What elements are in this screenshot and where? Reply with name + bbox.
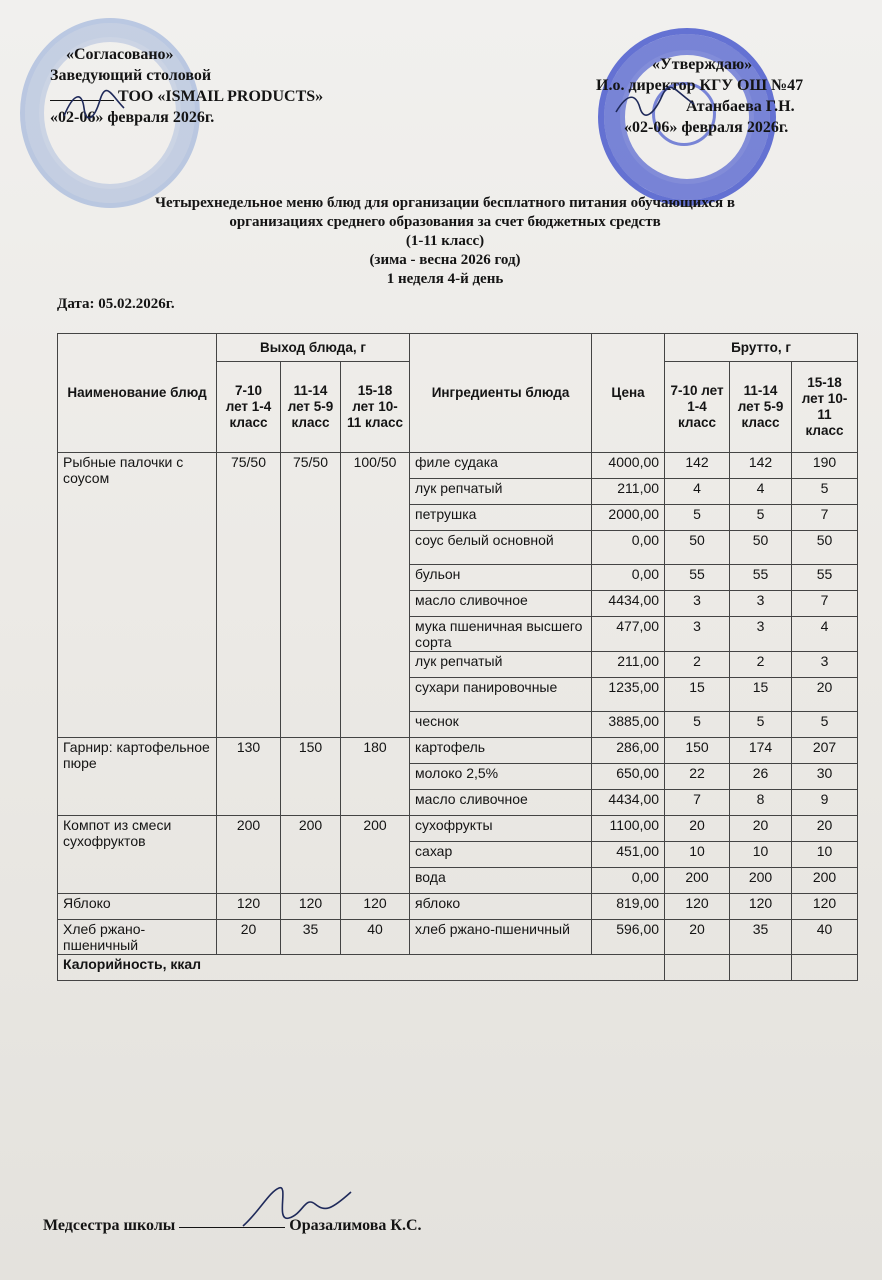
ingredient-name-cell: филе судака <box>410 453 592 479</box>
ingredient-brutto-cell: 22 <box>665 764 730 790</box>
ingredient-price-cell: 0,00 <box>592 531 665 565</box>
ingredient-brutto-cell: 15 <box>730 678 792 712</box>
dish-name-cell: Рыбные палочки с соусом <box>58 453 217 738</box>
ingredient-price-cell: 0,00 <box>592 565 665 591</box>
ingredient-brutto-cell: 5 <box>730 712 792 738</box>
table-row <box>58 816 858 842</box>
ingredient-brutto-cell: 10 <box>792 842 858 868</box>
ingredient-brutto-cell: 55 <box>792 565 858 591</box>
ingredient-brutto-cell: 4 <box>730 479 792 505</box>
dish-output-cell: 130 <box>217 738 281 816</box>
ingredient-name-cell: лук репчатый <box>410 479 592 505</box>
signature-left <box>60 86 130 126</box>
ingredient-brutto-cell: 3 <box>665 591 730 617</box>
ingredient-brutto-cell: 20 <box>730 816 792 842</box>
ingredient-brutto-cell: 5 <box>665 712 730 738</box>
ingredient-name-cell: сахар <box>410 842 592 868</box>
ingredient-brutto-cell: 20 <box>792 678 858 712</box>
ingredient-brutto-cell: 3 <box>730 591 792 617</box>
ingredient-brutto-cell: 20 <box>665 816 730 842</box>
ingredient-name-cell: сухофрукты <box>410 816 592 842</box>
dish-output-cell: 150 <box>281 738 341 816</box>
title-line-3: (1-11 класс) <box>405 233 485 249</box>
header-output-age-3: 15-18 лет 10-11 класс <box>341 362 410 453</box>
ingredient-name-cell: картофель <box>410 738 592 764</box>
ingredient-brutto-cell: 150 <box>665 738 730 764</box>
calorie-value-cell <box>730 955 792 981</box>
ingredient-brutto-cell: 120 <box>665 894 730 920</box>
ingredient-brutto-cell: 3 <box>730 617 792 652</box>
ingredient-price-cell: 4434,00 <box>592 790 665 816</box>
ingredient-name-cell: петрушка <box>410 505 592 531</box>
ingredient-brutto-cell: 50 <box>730 531 792 565</box>
ingredient-brutto-cell: 55 <box>665 565 730 591</box>
header-brutto-age-1: 7-10 лет 1-4 класс <box>665 362 730 453</box>
nurse-name: Оразалимова К.С. <box>289 1217 422 1234</box>
ingredient-brutto-cell: 3 <box>792 652 858 678</box>
ingredient-price-cell: 0,00 <box>592 868 665 894</box>
calorie-value-cell <box>665 955 730 981</box>
dish-output-cell: 200 <box>341 816 410 894</box>
header-price: Цена <box>592 334 665 453</box>
ingredient-price-cell: 477,00 <box>592 617 665 652</box>
ingredient-name-cell: мука пшеничная высшего сорта <box>410 617 592 652</box>
ingredient-brutto-cell: 7 <box>792 591 858 617</box>
ingredient-brutto-cell: 9 <box>792 790 858 816</box>
ingredient-price-cell: 650,00 <box>592 764 665 790</box>
dish-output-cell: 100/50 <box>341 453 410 738</box>
ingredient-name-cell: молоко 2,5% <box>410 764 592 790</box>
table-row <box>58 894 858 920</box>
table-row <box>58 738 858 764</box>
ingredient-brutto-cell: 15 <box>665 678 730 712</box>
dish-output-cell: 120 <box>217 894 281 920</box>
dish-name-cell: Яблоко <box>58 894 217 920</box>
ingredient-brutto-cell: 5 <box>792 479 858 505</box>
header-brutto-age-2: 11-14 лет 5-9 класс <box>730 362 792 453</box>
ingredient-brutto-cell: 50 <box>792 531 858 565</box>
ingredient-brutto-cell: 30 <box>792 764 858 790</box>
ingredient-price-cell: 451,00 <box>592 842 665 868</box>
ingredient-name-cell: вода <box>410 868 592 894</box>
ingredient-brutto-cell: 5 <box>730 505 792 531</box>
menu-table-body <box>58 453 858 981</box>
ingredient-brutto-cell: 26 <box>730 764 792 790</box>
header-output-age-1: 7-10 лет 1-4 класс <box>217 362 281 453</box>
ingredient-brutto-cell: 55 <box>730 565 792 591</box>
ingredient-brutto-cell: 8 <box>730 790 792 816</box>
agreed-label: «Согласовано» <box>66 46 174 63</box>
ingredient-brutto-cell: 20 <box>665 920 730 955</box>
dish-output-cell: 35 <box>281 920 341 955</box>
ingredient-name-cell: сухари панировочные <box>410 678 592 712</box>
ingredient-name-cell: масло сливочное <box>410 790 592 816</box>
company-name: ТОО «ISMAIL PRODUCTS» <box>118 88 324 105</box>
header-ingredients: Ингредиенты блюда <box>410 334 592 453</box>
menu-date: Дата: 05.02.2026г. <box>57 296 175 312</box>
dish-output-cell: 75/50 <box>281 453 341 738</box>
ingredient-brutto-cell: 4 <box>792 617 858 652</box>
header-brutto-age-3: 15-18 лет 10-11 класс <box>792 362 858 453</box>
title-line-4: (зима - весна 2026 год) <box>369 252 521 268</box>
ingredient-brutto-cell: 174 <box>730 738 792 764</box>
ingredient-brutto-cell: 7 <box>792 505 858 531</box>
ingredient-name-cell: яблоко <box>410 894 592 920</box>
ingredient-brutto-cell: 200 <box>665 868 730 894</box>
dish-output-cell: 120 <box>341 894 410 920</box>
ingredient-price-cell: 211,00 <box>592 479 665 505</box>
signature-right <box>610 84 700 124</box>
nurse-signature-block <box>43 1217 422 1235</box>
ingredient-brutto-cell: 120 <box>792 894 858 920</box>
ingredient-brutto-cell: 4 <box>665 479 730 505</box>
ingredient-brutto-cell: 40 <box>792 920 858 955</box>
ingredient-name-cell: масло сливочное <box>410 591 592 617</box>
ingredient-brutto-cell: 2 <box>665 652 730 678</box>
ingredient-price-cell: 2000,00 <box>592 505 665 531</box>
dish-output-cell: 75/50 <box>217 453 281 738</box>
ingredient-brutto-cell: 7 <box>665 790 730 816</box>
calorie-row <box>58 955 858 981</box>
ingredient-price-cell: 1235,00 <box>592 678 665 712</box>
calorie-label: Калорийность, ккал <box>58 955 665 981</box>
dish-name-cell: Гарнир: картофельное пюре <box>58 738 217 816</box>
ingredient-price-cell: 286,00 <box>592 738 665 764</box>
approved-date: «02-06» февраля 2026г. <box>624 119 789 136</box>
header-output-age-2: 11-14 лет 5-9 класс <box>281 362 341 453</box>
nurse-label: Медсестра школы <box>43 1217 176 1234</box>
table-row <box>58 920 858 955</box>
ingredient-name-cell: соус белый основной <box>410 531 592 565</box>
header-brutto: Брутто, г <box>665 334 858 362</box>
ingredient-name-cell: хлеб ржано-пшеничный <box>410 920 592 955</box>
ingredient-price-cell: 1100,00 <box>592 816 665 842</box>
ingredient-brutto-cell: 3 <box>665 617 730 652</box>
ingredient-price-cell: 3885,00 <box>592 712 665 738</box>
director-title: И.о. директор КГУ ОШ №47 <box>596 77 804 94</box>
ingredient-brutto-cell: 200 <box>730 868 792 894</box>
title-line-1: Четырехнедельное меню блюд для организации бесплатного питания обучающихся в <box>155 195 735 211</box>
ingredient-price-cell: 596,00 <box>592 920 665 955</box>
ingredient-brutto-cell: 5 <box>792 712 858 738</box>
ingredient-price-cell: 211,00 <box>592 652 665 678</box>
agreed-date: «02-06» февраля 2026г. <box>50 109 215 126</box>
ingredient-brutto-cell: 2 <box>730 652 792 678</box>
header-output: Выход блюда, г <box>217 334 410 362</box>
ingredient-brutto-cell: 10 <box>665 842 730 868</box>
dish-name-cell: Хлеб ржано-пшеничный <box>58 920 217 955</box>
dish-name-cell: Компот из смеси сухофруктов <box>58 816 217 894</box>
document-title <box>60 194 830 289</box>
ingredient-brutto-cell: 50 <box>665 531 730 565</box>
director-name: Атанбаева Г.Н. <box>686 98 795 115</box>
ingredient-brutto-cell: 200 <box>792 868 858 894</box>
ingredient-price-cell: 4434,00 <box>592 591 665 617</box>
calorie-value-cell <box>792 955 858 981</box>
nurse-signature <box>235 1182 355 1232</box>
ingredient-brutto-cell: 207 <box>792 738 858 764</box>
ingredient-brutto-cell: 120 <box>730 894 792 920</box>
ingredient-brutto-cell: 142 <box>730 453 792 479</box>
ingredient-price-cell: 819,00 <box>592 894 665 920</box>
ingredient-name-cell: чеснок <box>410 712 592 738</box>
dish-output-cell: 200 <box>281 816 341 894</box>
ingredient-name-cell: лук репчатый <box>410 652 592 678</box>
ingredient-brutto-cell: 35 <box>730 920 792 955</box>
title-line-5: 1 неделя 4-й день <box>386 271 504 287</box>
ingredient-brutto-cell: 190 <box>792 453 858 479</box>
title-line-2: организациях среднего образования за счет бюджетных средств <box>229 214 661 230</box>
ingredient-price-cell: 4000,00 <box>592 453 665 479</box>
dish-output-cell: 40 <box>341 920 410 955</box>
header-dish: Наименование блюд <box>58 334 217 453</box>
ingredient-brutto-cell: 142 <box>665 453 730 479</box>
approved-label: «Утверждаю» <box>652 56 753 73</box>
menu-table <box>57 333 858 981</box>
ingredient-brutto-cell: 10 <box>730 842 792 868</box>
dish-output-cell: 120 <box>281 894 341 920</box>
table-row <box>58 453 858 479</box>
dish-output-cell: 180 <box>341 738 410 816</box>
ingredient-brutto-cell: 20 <box>792 816 858 842</box>
canteen-head-label: Заведующий столовой <box>50 67 212 84</box>
ingredient-name-cell: бульон <box>410 565 592 591</box>
ingredient-brutto-cell: 5 <box>665 505 730 531</box>
dish-output-cell: 20 <box>217 920 281 955</box>
dish-output-cell: 200 <box>217 816 281 894</box>
